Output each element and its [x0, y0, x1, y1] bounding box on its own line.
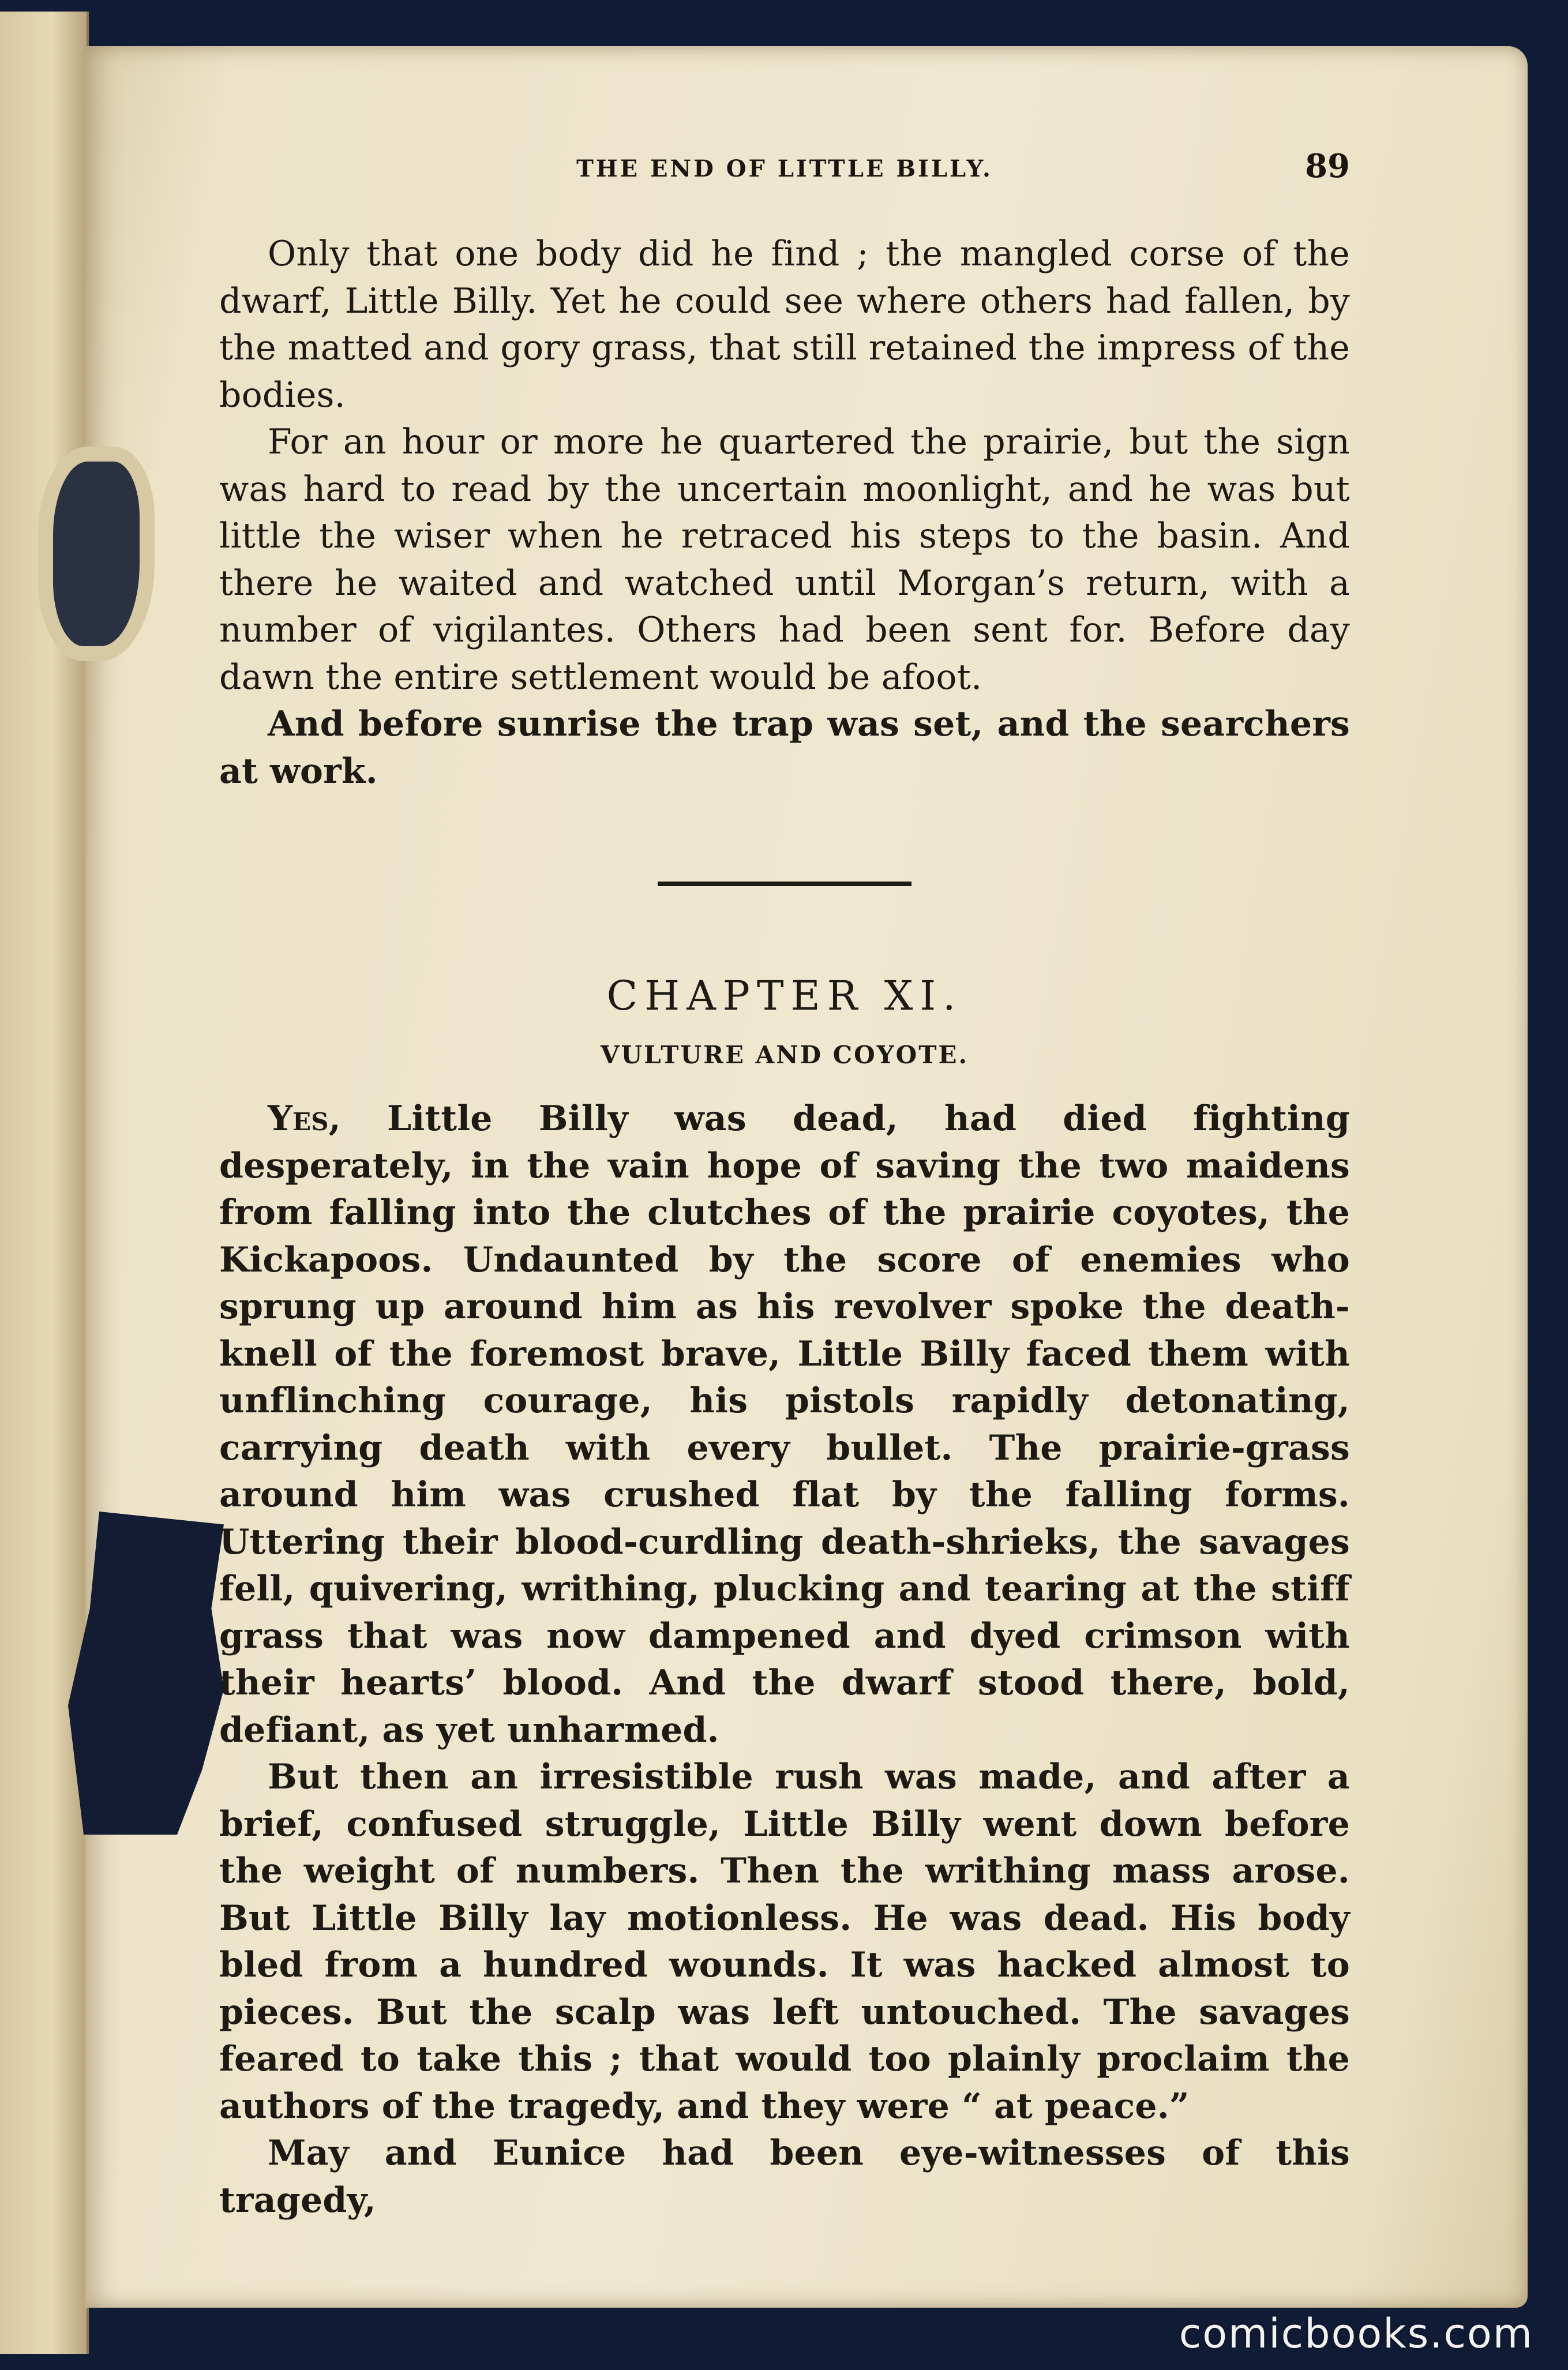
paragraph: And before sunrise the trap was set, and the searchers at work. [219, 704, 1350, 792]
chapter-subtitle: VULTURE AND COYOTE. [600, 1040, 969, 1069]
paragraph-text: Little Billy was dead, had died fighting desperately, in the vain hope of saving the two maidens from falling into the clutches of the prairie coyotes, the Kickapoos. Undaunted by the score of enemies who sprung up around him as his revolver spoke the death-knell of the foremost brave, Little Billy faced them with unflinching courage, his pistols rapidly detonating, carrying death with every bullet. The prairie-grass around him was crushed flat by the falling forms. Uttering their blood-curdling death-shrieks, the savages fell, quivering, writhing, plucking and tearing at the stiff grass that was now dampened and dyed crimson with their hearts’ blood. And the dwarf stood there, bold, defiant, as yet unharmed. [219, 1098, 1350, 1750]
section-rule [658, 882, 911, 886]
paragraph: But then an irresistible rush was made, and after a brief, confused struggle, Little Billy went down before the weight of numbers. Then the writhing mass arose. But Little Billy lay motionless. He was dead. His body bled from a hundred wounds. It was hacked almost to pieces. But the scalp was left untouched. The savages feared to take this ; that would too plainly proclaim the authors of the tragedy, and they were “ at peace.” [219, 1757, 1350, 2127]
page-number: 89 [1305, 147, 1350, 185]
watermark: comicbooks.com [1179, 2310, 1533, 2357]
page-tear-top [53, 462, 140, 646]
chapter-title: CHAPTER XI. [606, 972, 963, 1019]
paragraph [219, 1096, 1350, 1754]
paragraph: May and Eunice had been eye-witnesses of this tragedy, [219, 2133, 1350, 2221]
body-text [219, 144, 1350, 2224]
paragraph-lead: Yes, [268, 1098, 341, 1139]
left-page-edge [0, 12, 89, 2354]
paragraph: Only that one body did he find ; the mangled corse of the dwarf, Little Billy. Yet he could see where others had fallen, by the matted and gory grass, that still retained the impress of the bodies. [219, 234, 1350, 415]
running-title: THE END OF LITTLE BILLY. [576, 155, 993, 182]
paragraph: For an hour or more he quartered the prairie, but the sign was hard to read by the uncertain moonlight, and he was but little the wiser when he retraced his steps to the basin. And there he waited and watched until Morgan’s return, with a number of vigilantes. Others had been sent for. Before day dawn the entire settlement would be afoot. [219, 422, 1350, 697]
